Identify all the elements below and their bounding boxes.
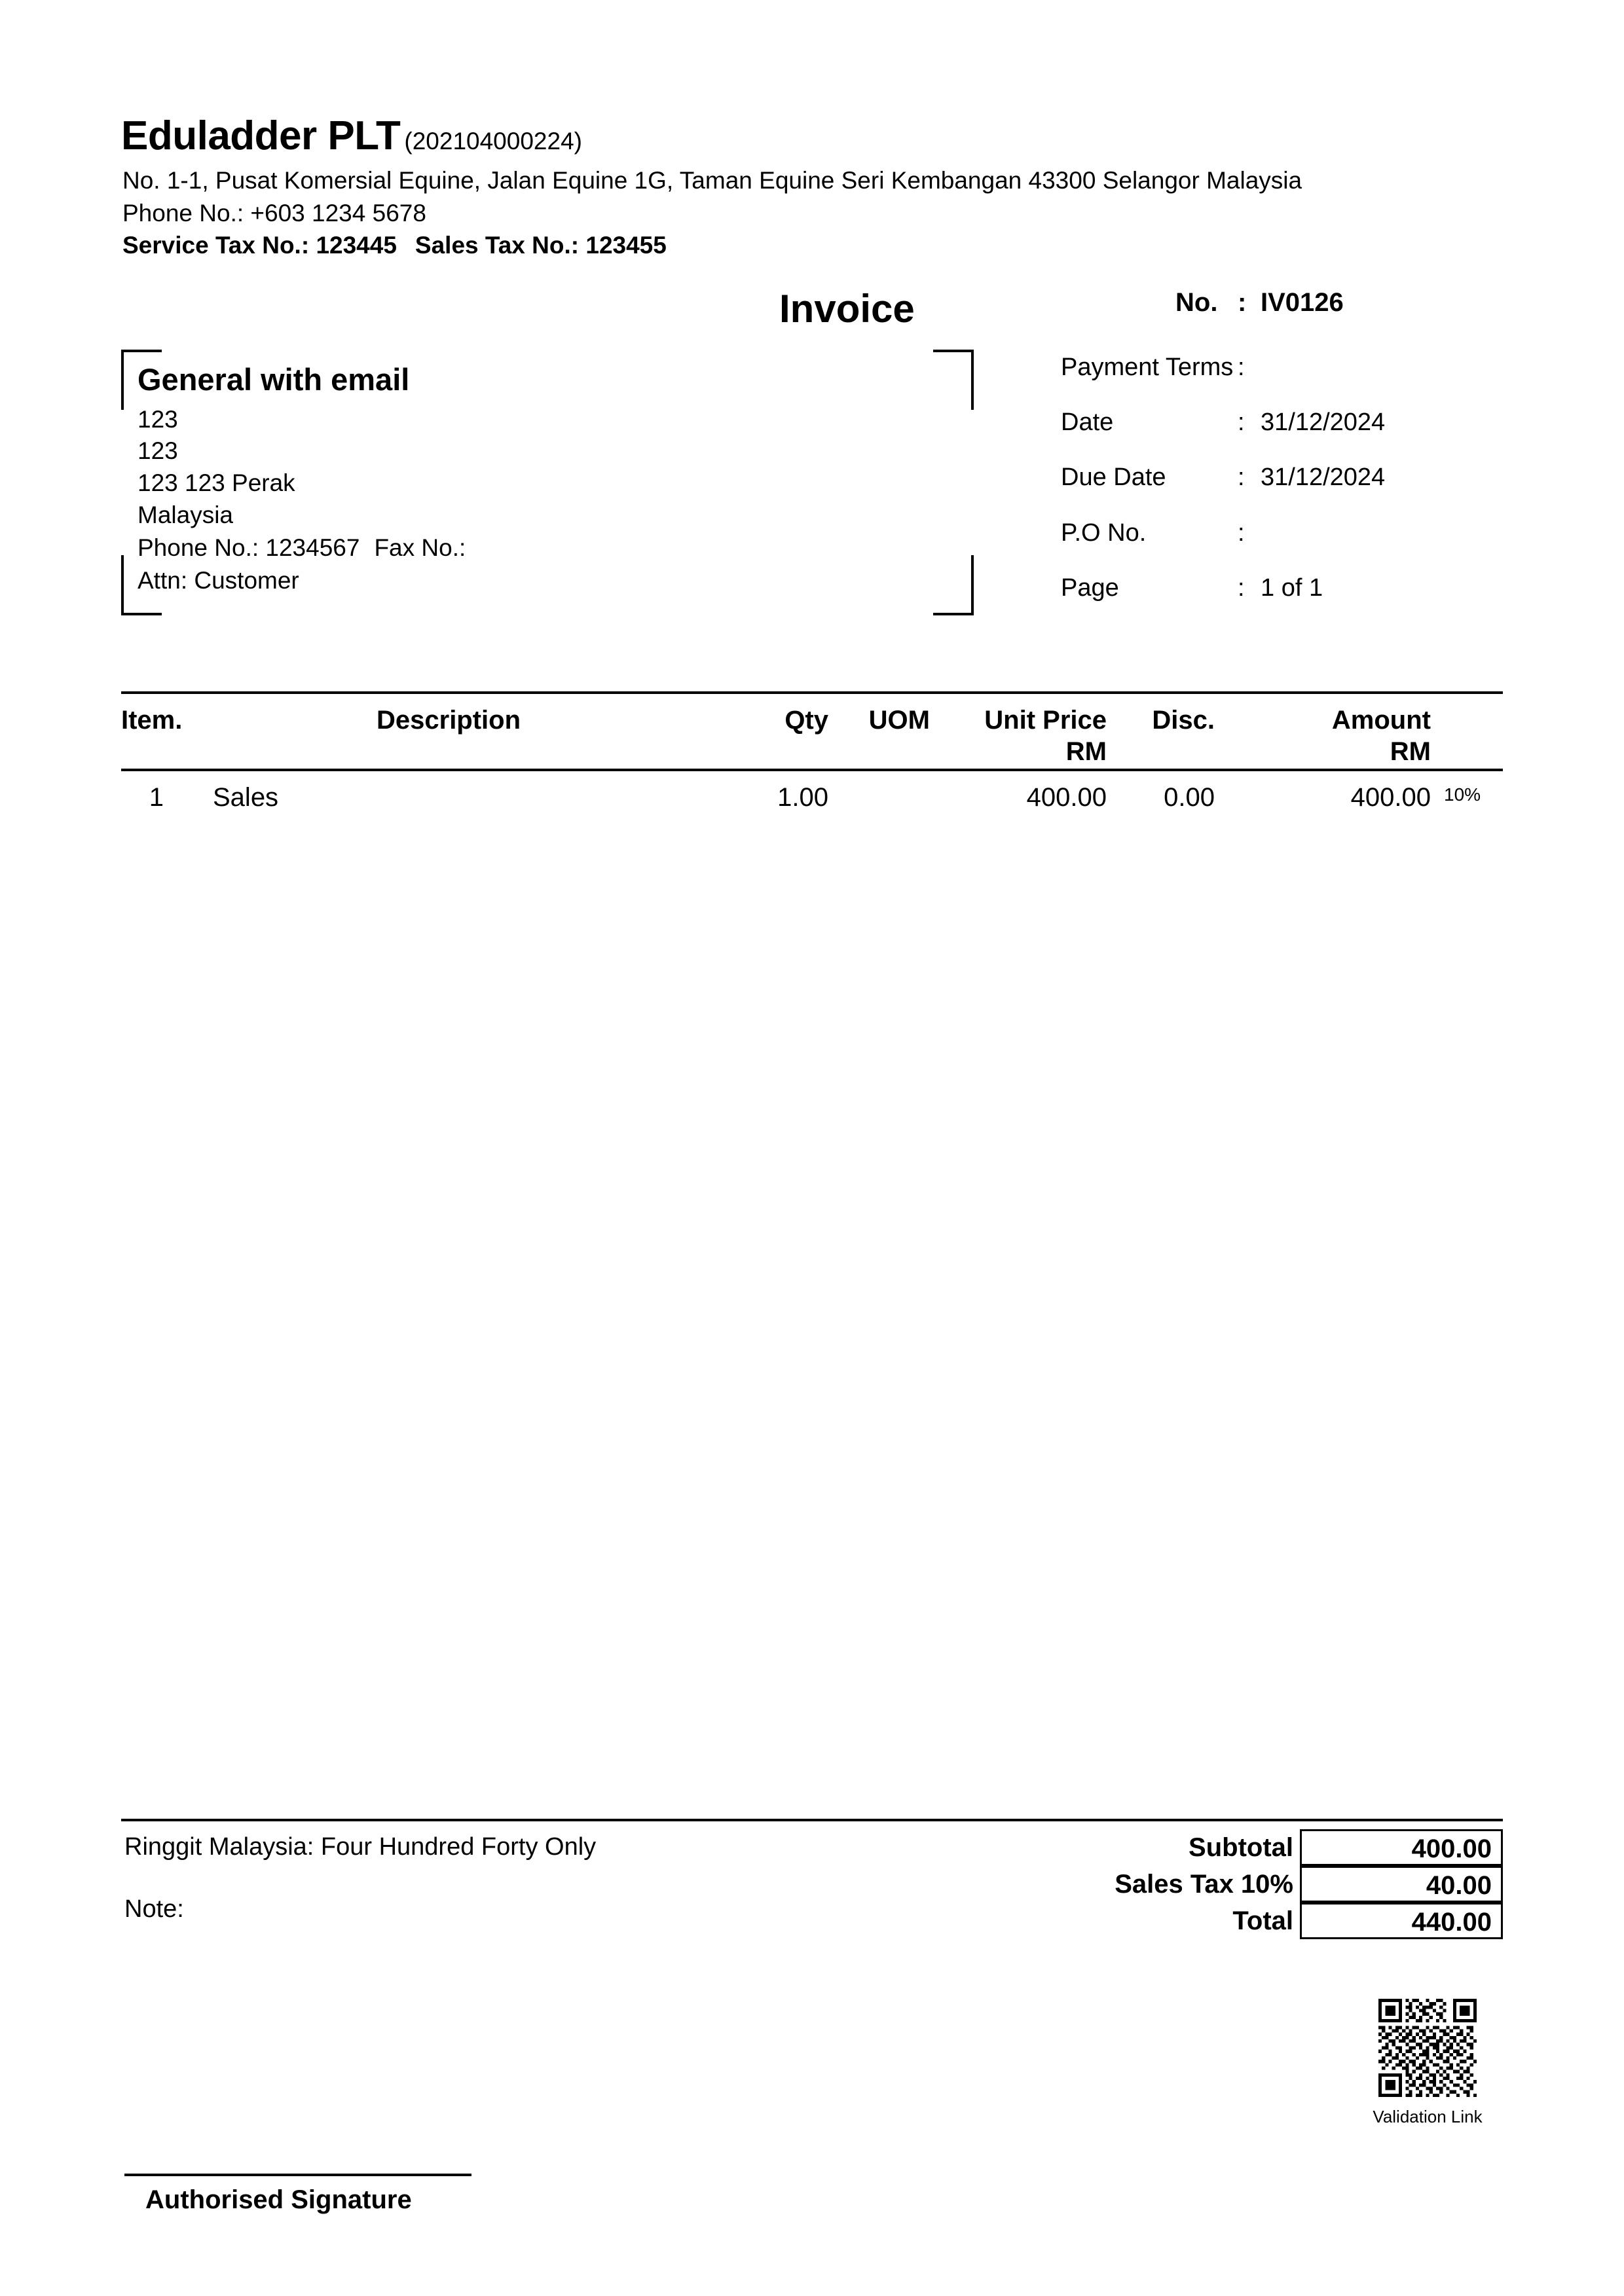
total-label: Total [1232, 1906, 1293, 1935]
crop-mark-top-right-horizontal [933, 350, 974, 352]
due-date-colon: : [1238, 464, 1245, 491]
column-header-qty: Qty [784, 706, 828, 735]
crop-mark-top-left-vertical [121, 350, 124, 410]
customer-address-line-3: 123 123 Perak [138, 469, 295, 496]
amount-in-words: Ringgit Malaysia: Four Hundred Forty Only [124, 1833, 597, 1861]
item-description: Sales [213, 783, 279, 812]
due-date-value: 31/12/2024 [1261, 464, 1386, 491]
sales-tax-value: 40.00 [1426, 1871, 1492, 1900]
sales-tax-no: Sales Tax No.: 123455 [415, 232, 667, 259]
validation-link-caption: Validation Link [1373, 2107, 1483, 2126]
column-header-disc: Disc. [1152, 706, 1215, 735]
column-header-amount-currency: RM [1390, 737, 1431, 766]
company-header [121, 113, 582, 159]
customer-address-line-1: 123 [138, 406, 178, 433]
item-tax-code: 10% [1444, 784, 1481, 805]
crop-mark-top-right-vertical [971, 350, 974, 410]
company-address: No. 1-1, Pusat Komersial Equine, Jalan Equine 1G, Taman Equine Seri Kembangan 43300 Selangor Malaysia [122, 167, 1302, 194]
subtotal-value: 400.00 [1411, 1834, 1492, 1863]
company-phone: Phone No.: +603 1234 5678 [122, 200, 426, 227]
customer-phone: Phone No.: 1234567 [138, 534, 360, 561]
item-no: 1 [149, 783, 164, 812]
item-amount: 400.00 [1350, 783, 1431, 812]
page-colon: : [1238, 574, 1245, 602]
note-label: Note: [124, 1895, 184, 1923]
authorised-signature-label: Authorised Signature [145, 2185, 412, 2214]
po-no-colon: : [1238, 519, 1245, 547]
page-label: Page [1061, 574, 1119, 602]
subtotal-value-cell [1300, 1829, 1503, 1866]
service-tax-no: Service Tax No.: 123445 [122, 232, 397, 259]
total-value-cell [1300, 1903, 1503, 1939]
validation-qr-code[interactable] [1378, 1999, 1477, 2097]
sales-tax-label: Sales Tax 10% [1115, 1870, 1293, 1899]
invoice-no-label: No. [1175, 288, 1218, 317]
table-header-rule [121, 769, 1503, 771]
crop-mark-top-left-horizontal [121, 350, 162, 352]
payment-terms-label: Payment Terms [1061, 354, 1234, 381]
date-colon: : [1238, 409, 1245, 436]
column-header-description: Description [377, 706, 521, 735]
payment-terms-colon: : [1238, 354, 1245, 381]
company-name: Eduladder PLT [121, 113, 401, 158]
crop-mark-bottom-right-vertical [971, 555, 974, 615]
page-value: 1 of 1 [1261, 574, 1323, 602]
subtotal-label: Subtotal [1189, 1833, 1293, 1862]
column-header-amount: Amount [1331, 706, 1431, 735]
column-header-item: Item. [121, 706, 183, 735]
crop-mark-bottom-left-horizontal [121, 613, 162, 615]
date-value: 31/12/2024 [1261, 409, 1386, 436]
customer-contact [138, 534, 466, 562]
crop-mark-bottom-left-vertical [121, 555, 124, 615]
table-footer-rule [121, 1819, 1503, 1821]
document-title: Invoice [779, 287, 915, 331]
crop-mark-bottom-right-horizontal [933, 613, 974, 615]
customer-country: Malaysia [138, 501, 233, 528]
invoice-no-colon: : [1238, 288, 1247, 317]
table-top-rule [121, 691, 1503, 694]
customer-attn: Attn: Customer [138, 567, 299, 594]
company-tax-numbers [122, 232, 667, 259]
date-label: Date [1061, 409, 1114, 436]
invoice-no-value: IV0126 [1261, 288, 1344, 317]
due-date-label: Due Date [1061, 464, 1166, 491]
customer-name: General with email [138, 362, 410, 397]
po-no-label: P.O No. [1061, 519, 1147, 547]
signature-line [124, 2174, 471, 2176]
item-qty: 1.00 [777, 783, 828, 812]
company-registration-no: (202104000224) [404, 128, 582, 155]
total-value: 440.00 [1411, 1908, 1492, 1937]
item-disc: 0.00 [1164, 783, 1215, 812]
column-header-unit-price-currency: RM [1065, 737, 1107, 766]
item-unit-price: 400.00 [1026, 783, 1107, 812]
column-header-unit-price: Unit Price [984, 706, 1107, 735]
customer-fax: Fax No.: [374, 534, 466, 561]
column-header-uom: UOM [868, 706, 930, 735]
sales-tax-value-cell [1300, 1866, 1503, 1903]
customer-address-line-2: 123 [138, 437, 178, 464]
